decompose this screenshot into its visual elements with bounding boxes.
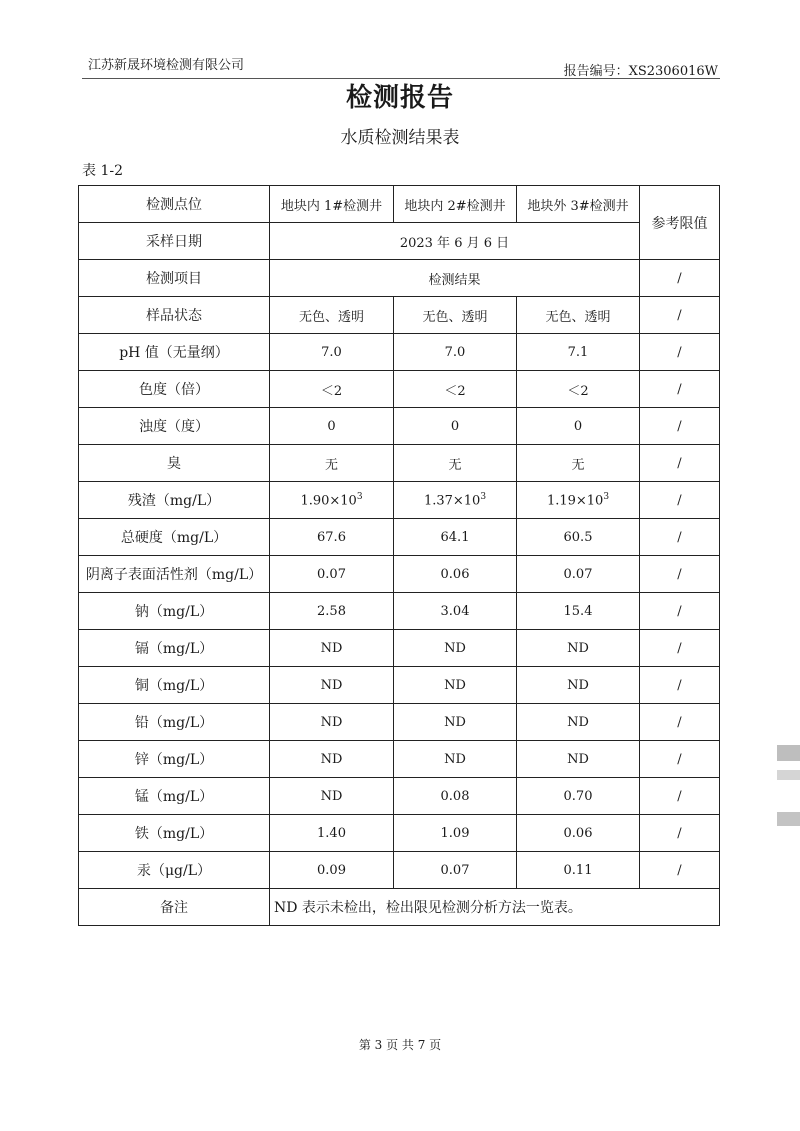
ref-value: / — [640, 630, 720, 667]
result-value — [270, 815, 394, 852]
page-title: 检测报告 — [345, 83, 454, 113]
ref-value: / — [640, 445, 720, 482]
result-text: 1.37×10 — [423, 493, 481, 509]
table-row — [79, 408, 720, 445]
result-text: 1.90×10 — [300, 493, 357, 509]
table-row-items — [79, 260, 720, 297]
table-label: 表 1-2 — [82, 163, 123, 179]
table-row — [79, 630, 720, 667]
result-value — [517, 667, 640, 704]
result-value — [394, 482, 517, 519]
result-value — [517, 334, 640, 371]
result-value — [394, 519, 517, 556]
ref-value: / — [640, 371, 720, 408]
table-row — [79, 704, 720, 741]
result-value — [270, 741, 394, 778]
item-name: 浊度（度） — [79, 408, 270, 445]
ref-value: / — [640, 408, 720, 445]
point-label: 检测点位 — [79, 186, 270, 223]
note-label: 备注 — [79, 889, 270, 926]
result-text: 0 — [450, 418, 460, 434]
result-value — [394, 630, 517, 667]
item-name: 锌（mg/L） — [79, 741, 270, 778]
result-text: ND — [320, 677, 343, 693]
result-text: ND — [444, 751, 466, 767]
result-text: 0.08 — [440, 788, 470, 804]
exponent: 3 — [480, 491, 487, 502]
item-name: 色度（倍） — [79, 371, 270, 408]
result-text: 7.0 — [321, 344, 342, 360]
result-text: 15.4 — [563, 603, 593, 619]
result-value — [270, 334, 394, 371]
result-text: 0.07 — [440, 862, 470, 878]
item-name: 残渣（mg/L） — [79, 482, 270, 519]
result-value — [270, 371, 394, 408]
table-row — [79, 482, 720, 519]
note-text: ND 表示未检出，检出限见检测分析方法一览表。 — [270, 889, 720, 926]
result-text: 无 — [448, 457, 462, 473]
point-1: 地块内 1#检测井 — [270, 186, 394, 223]
result-value — [394, 593, 517, 630]
edge-stamp-mark — [777, 745, 800, 761]
item-name: 阴离子表面活性剂（mg/L） — [79, 556, 270, 593]
result-text: 0.06 — [563, 825, 593, 841]
result-text: 0.07 — [563, 566, 593, 582]
result-text: 0 — [327, 418, 336, 434]
date-label: 采样日期 — [79, 223, 270, 260]
result-value — [517, 445, 640, 482]
edge-stamp-mark — [777, 812, 800, 826]
result-text: ND — [567, 751, 589, 767]
exponent: 3 — [356, 491, 363, 502]
result-value — [517, 371, 640, 408]
table-row-state — [79, 297, 720, 334]
result-value — [517, 704, 640, 741]
result-text: 1.09 — [440, 825, 470, 841]
result-text: ＜2 — [567, 383, 589, 399]
result-value — [270, 704, 394, 741]
result-text: 60.5 — [563, 529, 593, 545]
result-text: ND — [320, 640, 343, 656]
ref-value: / — [640, 297, 720, 334]
result-value — [517, 519, 640, 556]
result-value — [270, 778, 394, 815]
result-text: 0.11 — [563, 862, 593, 878]
result-text: 3.04 — [440, 603, 470, 619]
result-text: ND — [567, 714, 589, 730]
date-value: 2023 年 6 月 6 日 — [270, 223, 640, 260]
result-value — [394, 667, 517, 704]
result-text: 无 — [571, 457, 585, 473]
state-value: 无色、透明 — [394, 297, 517, 334]
item-name: 锰（mg/L） — [79, 778, 270, 815]
result-text: 67.6 — [317, 529, 346, 545]
table-row-date — [79, 223, 720, 260]
item-name: 汞（μg/L） — [79, 852, 270, 889]
result-value — [517, 815, 640, 852]
item-name: 铜（mg/L） — [79, 667, 270, 704]
result-text: ND — [444, 714, 466, 730]
table-row — [79, 741, 720, 778]
exponent: 3 — [603, 491, 610, 502]
result-value — [517, 852, 640, 889]
result-text: 0.09 — [317, 862, 346, 878]
table-row — [79, 593, 720, 630]
result-value — [270, 519, 394, 556]
result-text: 0 — [573, 418, 583, 434]
result-text: ND — [567, 677, 589, 693]
result-value — [394, 371, 517, 408]
table-row — [79, 556, 720, 593]
result-label: 检测结果 — [270, 260, 640, 297]
result-value — [270, 556, 394, 593]
edge-stamp-mark — [777, 770, 800, 780]
ref-value: / — [640, 482, 720, 519]
result-text: 64.1 — [440, 529, 470, 545]
result-text: 7.1 — [567, 344, 589, 360]
ref-value: / — [640, 778, 720, 815]
page-subtitle: 水质检测结果表 — [340, 128, 460, 148]
item-name: 铁（mg/L） — [79, 815, 270, 852]
item-name: 臭 — [79, 445, 270, 482]
result-value — [270, 852, 394, 889]
result-value — [394, 778, 517, 815]
report-number: 报告编号：XS2306016W — [563, 64, 718, 79]
result-value — [517, 593, 640, 630]
result-value — [517, 556, 640, 593]
ref-value: / — [640, 704, 720, 741]
table-row — [79, 371, 720, 408]
result-text: ＜2 — [444, 383, 466, 399]
result-text: 无 — [324, 457, 338, 473]
result-value — [270, 482, 394, 519]
ref-value: / — [640, 556, 720, 593]
table-row-note — [79, 889, 720, 926]
result-text: 2.58 — [317, 603, 346, 619]
result-text: 0.06 — [440, 566, 470, 582]
result-value — [517, 482, 640, 519]
result-value — [270, 667, 394, 704]
ref-value: / — [640, 260, 720, 297]
result-value — [270, 408, 394, 445]
result-value — [394, 408, 517, 445]
result-value — [394, 741, 517, 778]
result-text: 1.19×10 — [546, 493, 604, 509]
result-text: 0.70 — [563, 788, 593, 804]
table-row — [79, 519, 720, 556]
result-value — [394, 704, 517, 741]
result-value — [270, 593, 394, 630]
ref-value: / — [640, 593, 720, 630]
point-2: 地块内 2#检测井 — [394, 186, 517, 223]
result-text: 1.40 — [317, 825, 346, 841]
result-text: ND — [320, 788, 343, 804]
result-text: ND — [444, 640, 466, 656]
page-footer: 第 3 页 共 7 页 — [358, 1038, 442, 1052]
item-name: 铅（mg/L） — [79, 704, 270, 741]
item-label: 检测项目 — [79, 260, 270, 297]
ref-limit-label: 参考限值 — [640, 186, 720, 260]
table-row — [79, 815, 720, 852]
ref-value: / — [640, 334, 720, 371]
table-row — [79, 778, 720, 815]
result-value — [517, 778, 640, 815]
table-row — [79, 667, 720, 704]
result-value — [394, 852, 517, 889]
result-text: 0.07 — [317, 566, 346, 582]
result-value — [394, 445, 517, 482]
ref-value: / — [640, 741, 720, 778]
company-name: 江苏新晟环境检测有限公司 — [88, 58, 245, 73]
ref-value: / — [640, 519, 720, 556]
item-name: 镉（mg/L） — [79, 630, 270, 667]
results-table — [78, 185, 720, 926]
state-value: 无色、透明 — [270, 297, 394, 334]
table-row-points — [79, 186, 720, 223]
result-value — [270, 630, 394, 667]
point-3: 地块外 3#检测井 — [517, 186, 640, 223]
item-name: 总硬度（mg/L） — [79, 519, 270, 556]
result-value — [394, 815, 517, 852]
result-value — [270, 445, 394, 482]
ref-value: / — [640, 667, 720, 704]
item-name: pH 值（无量纲） — [79, 334, 270, 371]
result-text: 7.0 — [444, 344, 466, 360]
result-text: ND — [320, 751, 343, 767]
ref-value: / — [640, 815, 720, 852]
result-text: ＜2 — [320, 383, 343, 399]
result-text: ND — [444, 677, 466, 693]
result-value — [517, 630, 640, 667]
result-value — [394, 334, 517, 371]
state-label: 样品状态 — [79, 297, 270, 334]
result-value — [517, 408, 640, 445]
result-text: ND — [567, 640, 589, 656]
result-value — [517, 741, 640, 778]
result-text: ND — [320, 714, 343, 730]
ref-value: / — [640, 852, 720, 889]
item-name: 钠（mg/L） — [79, 593, 270, 630]
table-row — [79, 334, 720, 371]
table-row — [79, 445, 720, 482]
state-value: 无色、透明 — [517, 297, 640, 334]
result-value — [394, 556, 517, 593]
table-row — [79, 852, 720, 889]
